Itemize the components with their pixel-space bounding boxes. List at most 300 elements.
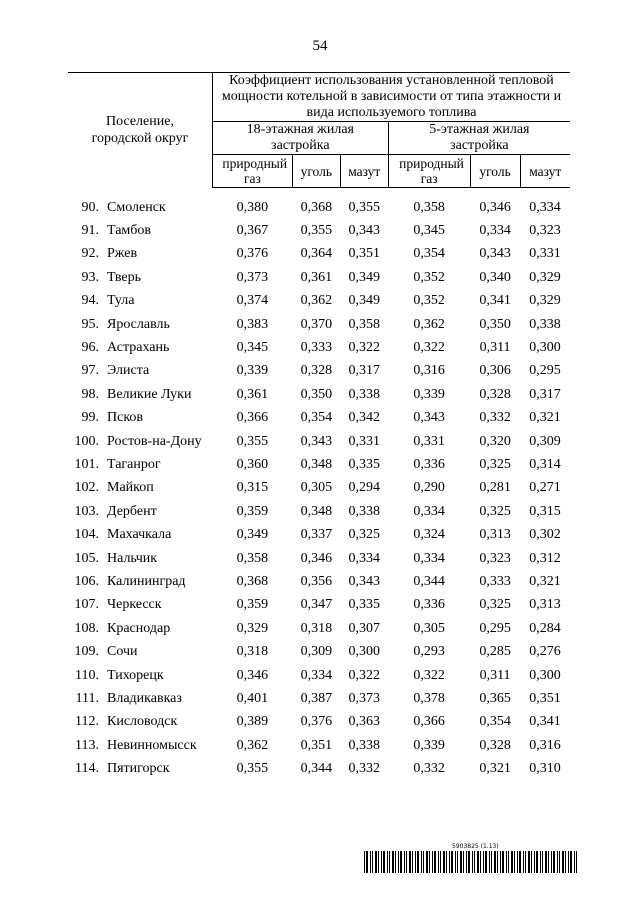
coefficient-value: 0,364 bbox=[300, 246, 333, 262]
coefficient-value: 0,380 bbox=[236, 199, 269, 215]
row-number: 108. bbox=[74, 620, 99, 636]
settlement-name: Кисловодск bbox=[107, 714, 178, 730]
row-number: 98. bbox=[81, 386, 99, 402]
coefficient-value: 0,345 bbox=[413, 223, 445, 239]
coefficient-value: 0,332 bbox=[413, 761, 445, 777]
settlement-name: Ярославль bbox=[107, 316, 170, 332]
coefficient-value: 0,370 bbox=[300, 316, 333, 332]
settlement-cell bbox=[68, 687, 212, 710]
coefficient-value: 0,362 bbox=[413, 316, 445, 332]
settlement-cell bbox=[68, 477, 212, 500]
barcode-bar bbox=[404, 851, 405, 873]
row-number: 113. bbox=[75, 737, 99, 753]
fuel-header: мазут bbox=[520, 155, 570, 188]
coefficient-value: 0,300 bbox=[529, 667, 561, 683]
coefficient-value: 0,366 bbox=[236, 410, 269, 426]
settlement-cell bbox=[68, 570, 212, 593]
coefficient-value: 0,340 bbox=[479, 269, 511, 285]
coefficient-value: 0,276 bbox=[529, 644, 561, 660]
barcode-bar bbox=[457, 851, 458, 873]
coefficient-value: 0,284 bbox=[529, 620, 561, 636]
settlement-cell bbox=[68, 734, 212, 757]
barcode-bar bbox=[477, 851, 479, 873]
coefficient-value: 0,321 bbox=[529, 573, 561, 589]
row-number: 91. bbox=[81, 223, 99, 239]
settlement-name: Тихорецк bbox=[107, 667, 164, 683]
barcode-bar bbox=[472, 851, 473, 873]
row-number: 111. bbox=[75, 690, 99, 706]
coefficient-value: 0,336 bbox=[413, 597, 445, 613]
coefficient-value: 0,354 bbox=[300, 410, 333, 426]
barcode-bar bbox=[508, 851, 509, 873]
coefficient-value: 0,314 bbox=[529, 456, 561, 472]
barcode-bar bbox=[576, 851, 577, 873]
table-row bbox=[68, 196, 570, 219]
coefficient-value: 0,336 bbox=[413, 456, 445, 472]
barcode-bar bbox=[519, 851, 521, 873]
coefficient-value: 0,285 bbox=[479, 644, 511, 660]
coefficient-value: 0,325 bbox=[479, 503, 511, 519]
barcode-bar bbox=[451, 851, 453, 873]
barcode-bar bbox=[551, 851, 552, 873]
coefficient-value: 0,309 bbox=[300, 644, 333, 660]
barcode-bar bbox=[446, 851, 447, 873]
row-number: 109. bbox=[74, 644, 99, 660]
barcode-bar bbox=[366, 851, 368, 873]
barcode-bar bbox=[485, 851, 487, 873]
coefficient-value: 0,295 bbox=[479, 620, 511, 636]
coefficient-value: 0,322 bbox=[413, 340, 445, 356]
row-number: 100. bbox=[74, 433, 99, 449]
barcode-bar bbox=[497, 851, 498, 873]
settlement-cell bbox=[68, 196, 212, 219]
table-row bbox=[68, 453, 570, 476]
barcode-bar bbox=[511, 851, 513, 873]
coefficient-value: 0,344 bbox=[413, 573, 445, 589]
settlement-cell bbox=[68, 430, 212, 453]
coefficient-value: 0,341 bbox=[529, 714, 561, 730]
coefficient-value: 0,387 bbox=[300, 690, 333, 706]
coefficient-value: 0,343 bbox=[348, 573, 381, 589]
settlement-cell bbox=[68, 664, 212, 687]
coefficient-value: 0,401 bbox=[236, 690, 269, 706]
coefficient-value: 0,374 bbox=[236, 293, 269, 309]
table-row bbox=[68, 477, 570, 500]
coefficient-value: 0,373 bbox=[348, 690, 381, 706]
barcode-bar bbox=[378, 851, 379, 873]
barcode-bar bbox=[381, 851, 382, 873]
barcode-bar bbox=[545, 851, 547, 873]
coefficient-value: 0,361 bbox=[300, 269, 333, 285]
barcode-bar bbox=[406, 851, 407, 873]
barcode-bar bbox=[474, 851, 475, 873]
coefficient-value: 0,294 bbox=[348, 480, 381, 496]
coefficient-value: 0,316 bbox=[529, 737, 561, 753]
settlement-cell bbox=[68, 407, 212, 430]
coefficient-value: 0,343 bbox=[479, 246, 511, 262]
coefficient-value: 0,310 bbox=[529, 761, 561, 777]
coefficient-value: 0,347 bbox=[300, 597, 333, 613]
settlement-cell bbox=[68, 711, 212, 734]
settlement-name: Ржев bbox=[107, 246, 138, 262]
coefficient-value: 0,358 bbox=[413, 199, 445, 215]
coefficient-value: 0,323 bbox=[479, 550, 511, 566]
coefficient-value: 0,328 bbox=[479, 737, 511, 753]
barcode-bar bbox=[517, 851, 518, 873]
coefficient-value: 0,332 bbox=[348, 761, 381, 777]
coefficient-value: 0,311 bbox=[479, 340, 511, 356]
barcode-bar bbox=[364, 851, 365, 873]
coefficient-value: 0,325 bbox=[348, 527, 381, 543]
coefficient-value: 0,346 bbox=[300, 550, 333, 566]
coefficient-value: 0,366 bbox=[413, 714, 445, 730]
settlement-name: Ростов-на-Дону bbox=[107, 433, 202, 449]
table-row bbox=[68, 383, 570, 406]
fuel-header: уголь bbox=[470, 155, 520, 188]
coefficient-value: 0,355 bbox=[236, 761, 269, 777]
table-row bbox=[68, 290, 570, 313]
coefficient-value: 0,338 bbox=[348, 386, 381, 402]
coefficient-value: 0,329 bbox=[529, 293, 561, 309]
settlement-cell bbox=[68, 757, 212, 780]
coefficient-value: 0,322 bbox=[413, 667, 445, 683]
coefficient-value: 0,352 bbox=[413, 293, 445, 309]
barcode-bar bbox=[502, 851, 504, 873]
coefficient-value: 0,346 bbox=[236, 667, 269, 683]
coefficient-value: 0,367 bbox=[236, 223, 269, 239]
row-number: 105. bbox=[74, 550, 99, 566]
coefficient-value: 0,295 bbox=[529, 363, 561, 379]
coefficient-value: 0,321 bbox=[529, 410, 561, 426]
coefficient-value: 0,376 bbox=[300, 714, 333, 730]
fuel-header: природный газ bbox=[388, 155, 470, 188]
settlement-cell bbox=[68, 523, 212, 546]
settlement-cell bbox=[68, 640, 212, 663]
coefficient-value: 0,325 bbox=[479, 597, 511, 613]
coefficient-table bbox=[68, 72, 570, 781]
barcode-bar bbox=[489, 851, 490, 873]
coefficient-value: 0,328 bbox=[479, 386, 511, 402]
barcode-bar bbox=[536, 851, 538, 873]
barcode bbox=[364, 843, 580, 873]
coefficient-value: 0,338 bbox=[348, 737, 381, 753]
coefficient-value: 0,362 bbox=[236, 737, 269, 753]
barcode-bar bbox=[480, 851, 481, 873]
barcode-bar bbox=[449, 851, 450, 873]
row-number: 99. bbox=[81, 410, 99, 426]
barcode-bar bbox=[400, 851, 402, 873]
coefficient-value: 0,355 bbox=[300, 223, 333, 239]
settlement-cell bbox=[68, 313, 212, 336]
barcode-bar bbox=[528, 851, 530, 873]
coefficient-value: 0,348 bbox=[300, 503, 333, 519]
coefficient-value: 0,349 bbox=[236, 527, 269, 543]
barcode-bar bbox=[559, 851, 560, 873]
coefficient-value: 0,378 bbox=[413, 690, 445, 706]
settlement-name: Калининград bbox=[107, 573, 186, 589]
barcode-bar bbox=[500, 851, 501, 873]
table-row bbox=[68, 617, 570, 640]
table-row bbox=[68, 640, 570, 663]
coefficient-value: 0,339 bbox=[236, 363, 269, 379]
coefficient-value: 0,351 bbox=[348, 246, 381, 262]
coefficient-value: 0,355 bbox=[348, 199, 381, 215]
settlement-name: Владикавказ bbox=[107, 690, 182, 706]
coefficient-value: 0,318 bbox=[236, 644, 269, 660]
barcode-bar bbox=[370, 851, 371, 873]
row-number: 95. bbox=[81, 316, 99, 332]
coefficient-value: 0,313 bbox=[529, 597, 561, 613]
barcode-bar bbox=[553, 851, 555, 873]
group-header-18-floor: 18-этажная жилая застройка bbox=[212, 122, 388, 155]
settlement-name: Дербент bbox=[107, 503, 157, 519]
barcode-bar bbox=[375, 851, 377, 873]
barcode-bar bbox=[440, 851, 441, 873]
barcode-bar bbox=[415, 851, 416, 873]
barcode-bar bbox=[421, 851, 422, 873]
coefficient-value: 0,350 bbox=[479, 316, 511, 332]
barcode-bar bbox=[434, 851, 436, 873]
coefficient-value: 0,344 bbox=[300, 761, 333, 777]
coefficient-value: 0,305 bbox=[300, 480, 333, 496]
settlement-name: Великие Луки bbox=[107, 386, 192, 402]
coefficient-value: 0,376 bbox=[236, 246, 269, 262]
table-row bbox=[68, 734, 570, 757]
coefficient-value: 0,312 bbox=[529, 550, 561, 566]
settlement-cell bbox=[68, 594, 212, 617]
barcode-bar bbox=[432, 851, 433, 873]
settlement-name: Астрахань bbox=[107, 340, 170, 356]
barcode-bar bbox=[565, 851, 566, 873]
coefficient-value: 0,315 bbox=[529, 503, 561, 519]
row-number: 107. bbox=[74, 597, 99, 613]
barcode-bar bbox=[460, 851, 462, 873]
row-number: 103. bbox=[74, 503, 99, 519]
table-row bbox=[68, 219, 570, 242]
coefficient-value: 0,300 bbox=[348, 644, 381, 660]
row-number: 110. bbox=[75, 667, 99, 683]
coefficient-value: 0,325 bbox=[479, 456, 511, 472]
barcode-bar bbox=[463, 851, 464, 873]
coefficient-value: 0,355 bbox=[236, 433, 269, 449]
coefficient-value: 0,339 bbox=[413, 737, 445, 753]
coefficient-value: 0,335 bbox=[348, 597, 381, 613]
barcode-bar bbox=[542, 851, 543, 873]
barcode-bar bbox=[443, 851, 445, 873]
barcode-bar bbox=[429, 851, 430, 873]
settlement-cell bbox=[68, 360, 212, 383]
row-number: 94. bbox=[81, 293, 99, 309]
coefficient-value: 0,343 bbox=[348, 223, 381, 239]
barcode-bar bbox=[438, 851, 439, 873]
settlement-name: Тула bbox=[107, 293, 135, 309]
coefficient-value: 0,334 bbox=[529, 199, 561, 215]
table-row bbox=[68, 570, 570, 593]
barcode-bar bbox=[562, 851, 564, 873]
coefficient-value: 0,324 bbox=[413, 527, 445, 543]
row-number: 93. bbox=[81, 269, 99, 285]
coefficient-value: 0,332 bbox=[479, 410, 511, 426]
coefficient-value: 0,349 bbox=[348, 269, 381, 285]
settlement-name: Элиста bbox=[107, 363, 150, 379]
coefficient-value: 0,373 bbox=[236, 269, 269, 285]
coefficient-value: 0,341 bbox=[479, 293, 511, 309]
barcode-bar bbox=[383, 851, 385, 873]
coefficient-value: 0,368 bbox=[236, 573, 269, 589]
table-row bbox=[68, 313, 570, 336]
barcode-bar bbox=[548, 851, 549, 873]
row-number: 90. bbox=[81, 199, 99, 215]
group-header-5-floor: 5-этажная жилая застройка bbox=[388, 122, 570, 155]
coefficient-value: 0,321 bbox=[479, 761, 511, 777]
barcode-bar bbox=[540, 851, 541, 873]
table-row bbox=[68, 336, 570, 359]
coefficient-value: 0,360 bbox=[236, 456, 269, 472]
barcode-bar bbox=[557, 851, 558, 873]
coefficient-value: 0,305 bbox=[413, 620, 445, 636]
coefficient-value: 0,320 bbox=[479, 433, 511, 449]
coefficient-value: 0,354 bbox=[479, 714, 511, 730]
coefficient-value: 0,334 bbox=[413, 550, 445, 566]
settlement-name: Тверь bbox=[107, 269, 141, 285]
coefficient-value: 0,362 bbox=[300, 293, 333, 309]
barcode-bar bbox=[570, 851, 572, 873]
table-row bbox=[68, 523, 570, 546]
table-row bbox=[68, 266, 570, 289]
barcode-bar bbox=[466, 851, 467, 873]
coefficient-value: 0,335 bbox=[348, 456, 381, 472]
barcode-bar bbox=[574, 851, 575, 873]
barcode-bar bbox=[523, 851, 524, 873]
fuel-header: природный газ bbox=[212, 155, 292, 188]
coefficient-value: 0,350 bbox=[300, 386, 333, 402]
barcode-bar bbox=[506, 851, 507, 873]
barcode-bar bbox=[534, 851, 535, 873]
coefficient-value: 0,358 bbox=[236, 550, 269, 566]
coefficient-value: 0,281 bbox=[479, 480, 511, 496]
barcode-bar bbox=[455, 851, 456, 873]
settlement-name: Сочи bbox=[107, 644, 138, 660]
coefficient-value: 0,346 bbox=[479, 199, 511, 215]
coefficient-value: 0,342 bbox=[348, 410, 381, 426]
coefficient-value: 0,311 bbox=[479, 667, 511, 683]
coefficient-value: 0,368 bbox=[300, 199, 333, 215]
coefficient-value: 0,334 bbox=[479, 223, 511, 239]
barcode-bar bbox=[398, 851, 399, 873]
settlement-cell bbox=[68, 219, 212, 242]
settlement-name: Псков bbox=[107, 410, 144, 426]
settlement-name: Пятигорск bbox=[107, 761, 170, 777]
barcode-bar bbox=[514, 851, 515, 873]
settlement-cell bbox=[68, 383, 212, 406]
coefficient-value: 0,334 bbox=[348, 550, 381, 566]
coefficient-value: 0,363 bbox=[348, 714, 381, 730]
barcode-bar bbox=[409, 851, 411, 873]
table-row bbox=[68, 407, 570, 430]
coefficient-value: 0,290 bbox=[413, 480, 445, 496]
table-row bbox=[68, 664, 570, 687]
barcode-bar bbox=[468, 851, 470, 873]
settlement-cell bbox=[68, 336, 212, 359]
settlement-name: Смоленск bbox=[107, 199, 166, 215]
table-row bbox=[68, 547, 570, 570]
coefficient-value: 0,343 bbox=[413, 410, 445, 426]
row-number: 112. bbox=[75, 714, 99, 730]
coefficient-value: 0,322 bbox=[348, 340, 381, 356]
table-row bbox=[68, 500, 570, 523]
coefficient-value: 0,323 bbox=[529, 223, 561, 239]
coefficient-value: 0,331 bbox=[413, 433, 445, 449]
coefficient-value: 0,338 bbox=[529, 316, 561, 332]
coefficient-value: 0,331 bbox=[529, 246, 561, 262]
coefficient-value: 0,365 bbox=[479, 690, 511, 706]
coefficient-value: 0,383 bbox=[236, 316, 269, 332]
table-row bbox=[68, 594, 570, 617]
coefficient-value: 0,331 bbox=[348, 433, 381, 449]
table-row bbox=[68, 687, 570, 710]
barcode-bar bbox=[417, 851, 419, 873]
table-row bbox=[68, 757, 570, 780]
coefficient-value: 0,328 bbox=[300, 363, 333, 379]
coefficient-value: 0,322 bbox=[348, 667, 381, 683]
fuel-header: уголь bbox=[292, 155, 340, 188]
coefficient-value: 0,389 bbox=[236, 714, 269, 730]
coefficient-value: 0,343 bbox=[300, 433, 333, 449]
settlement-cell bbox=[68, 243, 212, 266]
coefficient-value: 0,337 bbox=[300, 527, 333, 543]
barcode-bar bbox=[531, 851, 532, 873]
barcode-bar bbox=[412, 851, 413, 873]
coefficient-value: 0,358 bbox=[348, 316, 381, 332]
coefficient-value: 0,307 bbox=[348, 620, 381, 636]
barcode-bar bbox=[372, 851, 373, 873]
settlement-name: Невинномысск bbox=[107, 737, 197, 753]
row-number: 92. bbox=[81, 246, 99, 262]
settlement-cell bbox=[68, 500, 212, 523]
coefficient-value: 0,338 bbox=[348, 503, 381, 519]
settlement-cell bbox=[68, 617, 212, 640]
table-row bbox=[68, 360, 570, 383]
barcode-bar bbox=[568, 851, 569, 873]
coefficient-value: 0,334 bbox=[413, 503, 445, 519]
coefficient-value: 0,334 bbox=[300, 667, 333, 683]
coefficient-value: 0,333 bbox=[479, 573, 511, 589]
coefficient-value: 0,329 bbox=[529, 269, 561, 285]
coefficient-value: 0,315 bbox=[236, 480, 269, 496]
settlement-name: Тамбов bbox=[107, 223, 152, 239]
settlement-column-header: Поселение, городской округ bbox=[68, 73, 212, 188]
coefficient-header: Коэффициент использования установленной тепловой мощности котельной в зависимости от типа этажности и вида используемого топлива bbox=[212, 73, 570, 122]
coefficient-value: 0,333 bbox=[300, 340, 333, 356]
barcode-bars bbox=[364, 851, 580, 873]
coefficient-value: 0,306 bbox=[479, 363, 511, 379]
settlement-cell bbox=[68, 547, 212, 570]
barcode-bar bbox=[483, 851, 484, 873]
coefficient-value: 0,349 bbox=[348, 293, 381, 309]
barcode-bar bbox=[392, 851, 394, 873]
barcode-bar bbox=[387, 851, 388, 873]
coefficient-value: 0,316 bbox=[413, 363, 445, 379]
coefficient-value: 0,339 bbox=[413, 386, 445, 402]
row-number: 97. bbox=[81, 363, 99, 379]
coefficient-value: 0,293 bbox=[413, 644, 445, 660]
settlement-cell bbox=[68, 453, 212, 476]
settlement-name: Черкесск bbox=[107, 597, 162, 613]
coefficient-value: 0,352 bbox=[413, 269, 445, 285]
settlement-name: Махачкала bbox=[107, 527, 172, 543]
coefficient-value: 0,354 bbox=[413, 246, 445, 262]
coefficient-value: 0,345 bbox=[236, 340, 269, 356]
